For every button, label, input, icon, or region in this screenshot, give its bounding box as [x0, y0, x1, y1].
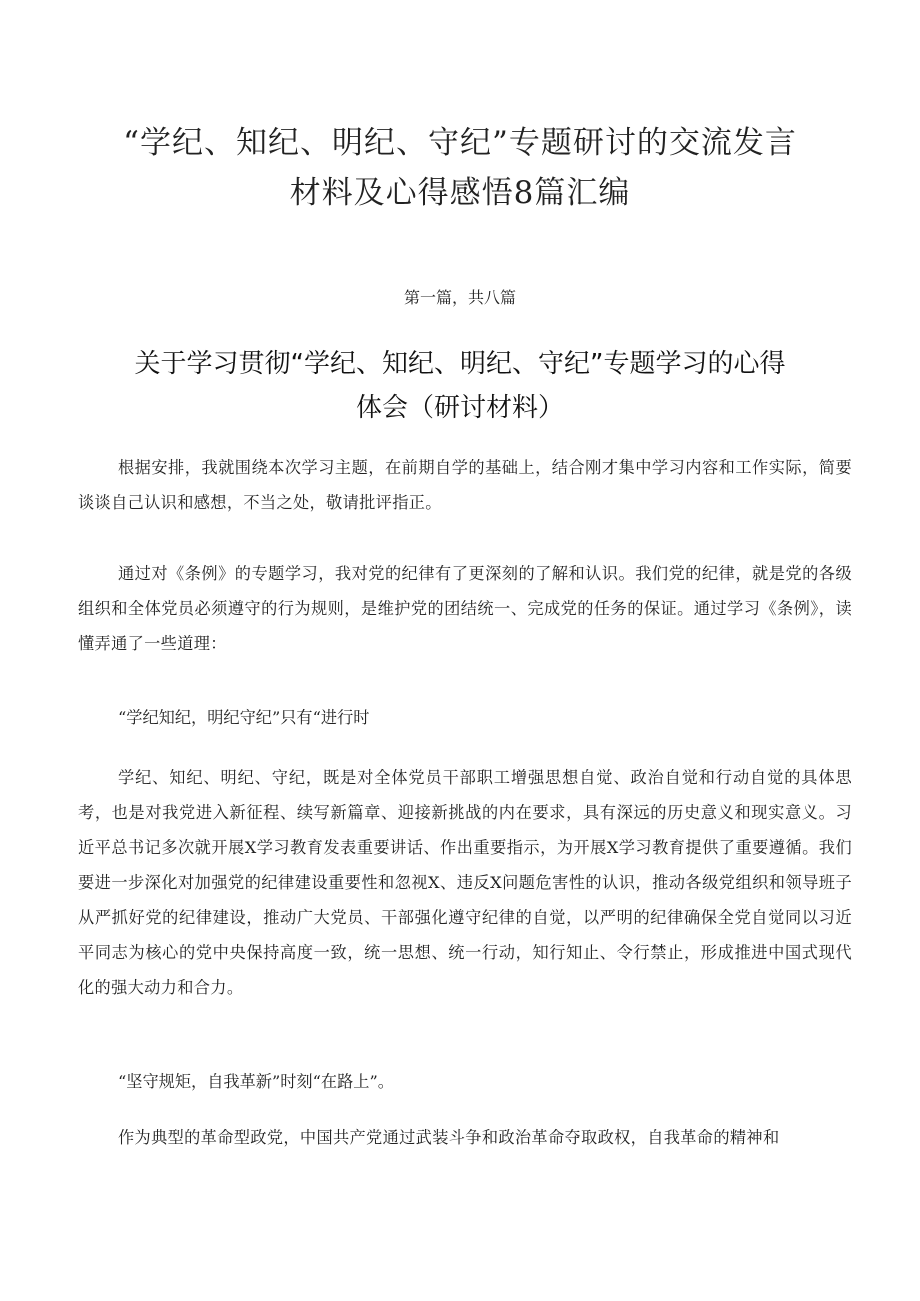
section-title: [100, 342, 820, 430]
paragraph-revolution: 作为典型的革命型政党，中国共产党通过武装斗争和政治革命夺取政权，自我革命的精神和: [118, 1128, 780, 1147]
subheading-learning: “学纪知纪，明纪守纪”只有“进行时: [118, 708, 370, 727]
document-title-line-1: “学纪、知纪、明纪、守纪”专题研讨的交流发言: [123, 125, 797, 161]
section-title-line-1: 关于学习贯彻“学纪、知纪、明纪、守纪”专题学习的心得: [134, 349, 786, 379]
part-label: 第一篇，共八篇: [403, 288, 516, 307]
section-title-line-2: 体会（研讨材料）: [355, 393, 564, 423]
document-title-line-2: 材料及心得感悟8篇汇编: [289, 175, 631, 211]
subheading-rules: “坚守规矩，自我革新”时刻“在路上”。: [118, 1072, 394, 1091]
paragraph-discipline: 学纪、知纪、明纪、守纪，既是对全体党员干部职工增强思想自觉、政治自觉和行动自觉的具体思考，也是对我党进入新征程、续写新篇章、迎接新挑战的内在要求，具有深远的历史意义和现实意义。习近平总书记多次就开展X学习教育发表重要讲话、作出重要指示，为开展X学习教育提供了重要遵循。我们要进一步深化对加强党的纪律建设重要性和忽视X、违反X问题危害性的认识，推动各级党组织和领导班子从严抓好党的纪律建设，推动广大党员、干部强化遵守纪律的自觉，以严明的纪律确保全党自觉同以习近平同志为核心的党中央保持高度一致，统一思想、统一行动，知行知止、令行禁止，形成推进中国式现代化的强大动力和合力。: [78, 768, 852, 997]
document-title: [90, 118, 830, 218]
paragraph-intro: 根据安排，我就围绕本次学习主题，在前期自学的基础上，结合刚才集中学习内容和工作实际，简要谈谈自己认识和感想，不当之处，敬请批评指正。: [78, 458, 852, 512]
paragraph-regulations: 通过对《条例》的专题学习，我对党的纪律有了更深刻的了解和认识。我们党的纪律，就是党的各级组织和全体党员必须遵守的行为规则，是维护党的团结统一、完成党的任务的保证。通过学习《条例》，读懂弄通了一些道理：: [78, 564, 852, 653]
